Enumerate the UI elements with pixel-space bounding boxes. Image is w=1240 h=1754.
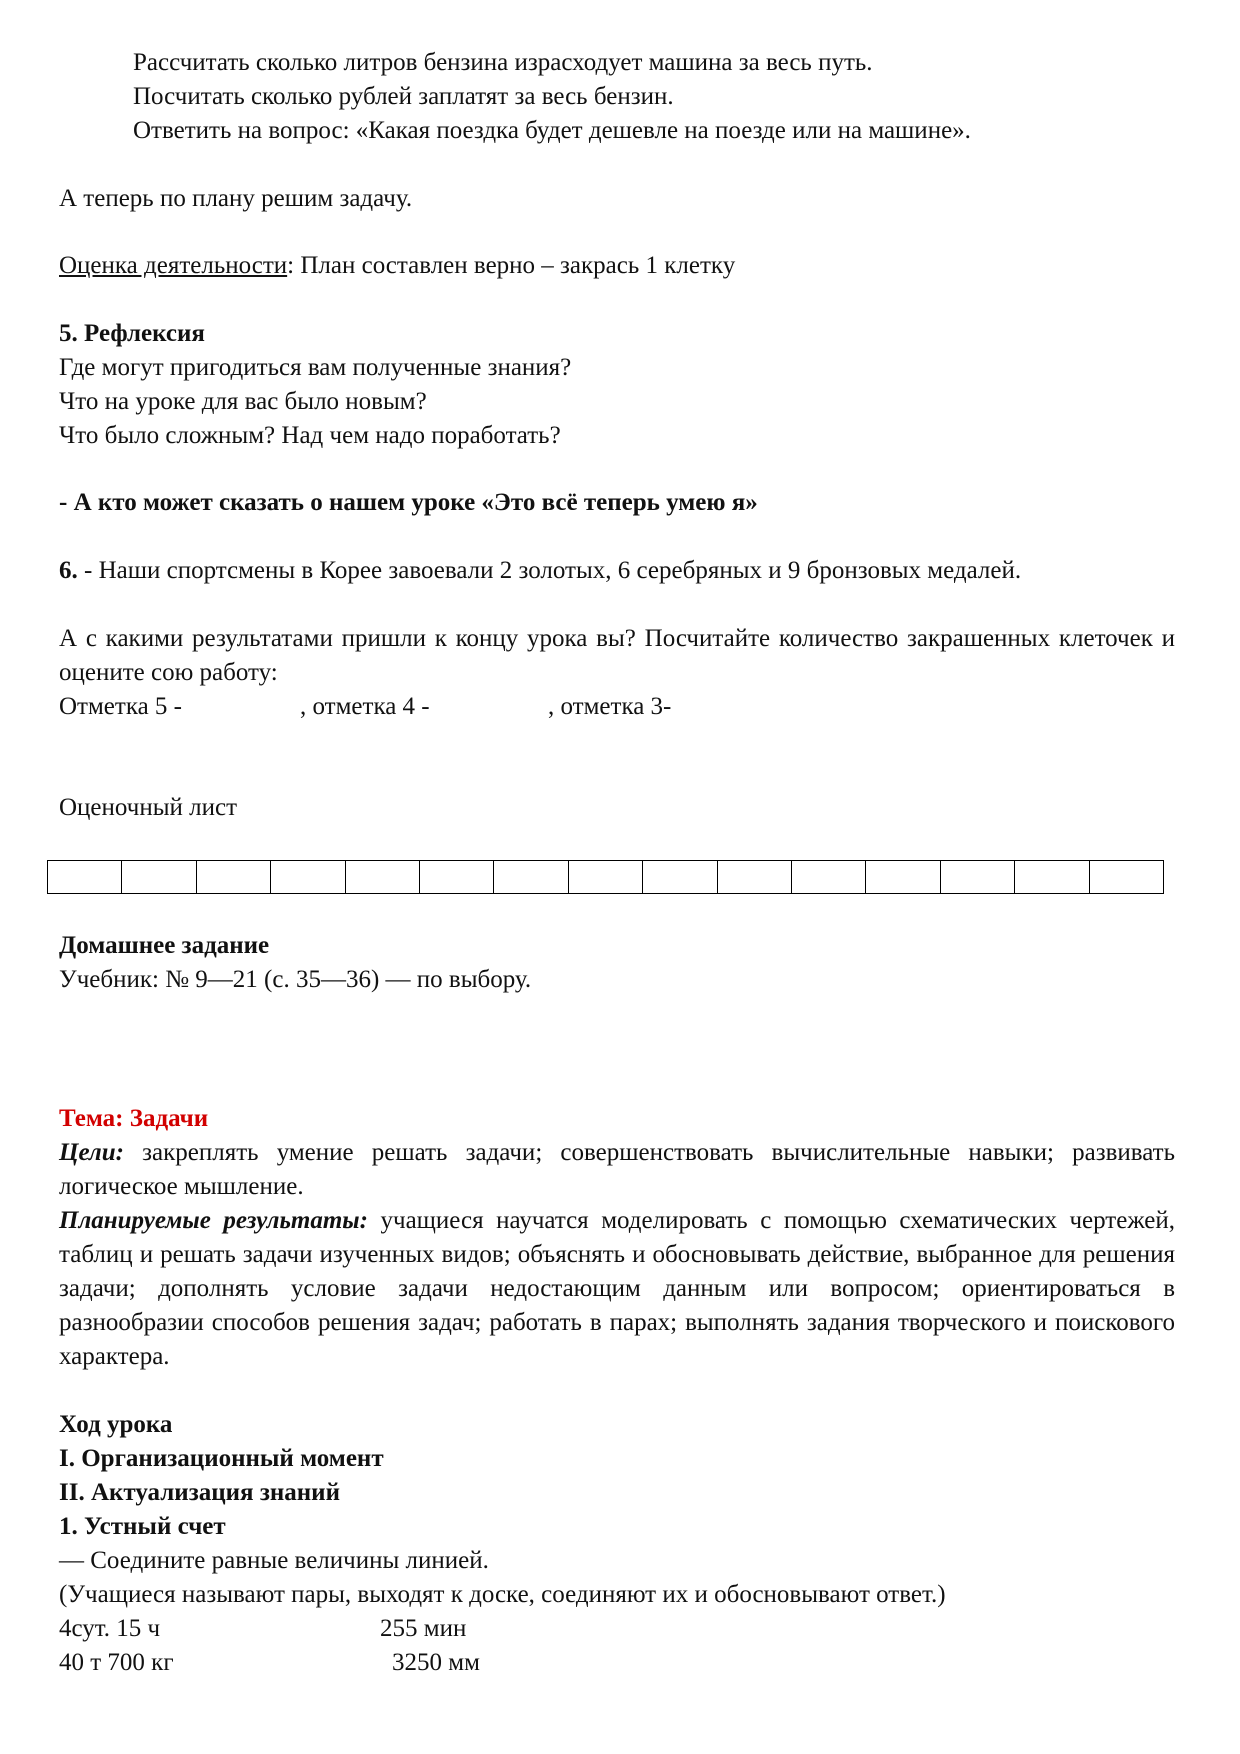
step6-question: А с какими результатами пришли к концу урока вы? Посчитайте количество закрашенных клеточек и оцените сою работу: (59, 625, 1175, 686)
score-cell (271, 861, 345, 893)
mark-5: Отметка 5 - (59, 693, 183, 720)
goals-text: закреплять умение решать задачи; совершенствовать вычислительные навыки; развивать логическое мышление. (59, 1139, 1175, 1200)
plan-item-fuel: Рассчитать сколько литров бензина израсходует машина за весь путь. (133, 49, 873, 76)
pair-right: 3250 мм (392, 1649, 480, 1676)
score-cell (197, 861, 271, 893)
step6-paragraph (59, 554, 1175, 588)
pair-right: 255 мин (380, 1615, 467, 1642)
goals-paragraph (59, 1136, 1175, 1204)
pair-left: 40 т 700 кг (59, 1649, 174, 1676)
course-heading: Ход урока (59, 1411, 173, 1438)
assessment-label: Оценка деятельности (59, 252, 288, 279)
score-cell (420, 861, 494, 893)
score-cell (122, 861, 196, 893)
homework-text: Учебник: № 9—21 (с. 35—36) — по выбору. (59, 966, 532, 993)
subsection-oral-count: 1. Устный счет (59, 1513, 226, 1540)
goals-label: Цели: (59, 1139, 124, 1166)
step6-text: - Наши спортсмены в Корее завоевали 2 золотых, 6 серебряных и 9 бронзовых медалей. (77, 557, 1022, 584)
pair-left: 4сут. 15 ч (59, 1615, 161, 1642)
results-text: учащиеся научатся моделировать с помощью схематических чертежей, таблиц и решать задачи изученных видов; объяснять и обосновывать действие, выбранное для решения задачи; дополнять условие задачи недостающим данным или вопросом; ориентироваться в разнообразии способов решения задач; работать в парах; выполнять задания творческого и поискового характера. (59, 1207, 1176, 1370)
section-actualization: II. Актуализация знаний (59, 1479, 340, 1506)
score-cell (48, 861, 122, 893)
score-cell (346, 861, 420, 893)
score-cell (1015, 861, 1089, 893)
mark-3: , отметка 3- (548, 693, 672, 720)
score-cell (941, 861, 1015, 893)
plan-item-cost: Посчитать сколько рублей заплатят за весь бензин. (133, 83, 674, 110)
reflection-heading: 5. Рефлексия (59, 320, 205, 347)
assessment-line (59, 249, 735, 283)
score-cell (718, 861, 792, 893)
reflection-question-1: Где могут пригодиться вам полученные знания? (59, 354, 572, 381)
step6-number: 6. (59, 557, 78, 584)
task-connect: — Соедините равные величины линией. (59, 1547, 489, 1574)
lesson-topic: Тема: Задачи (59, 1105, 209, 1132)
plan-item-answer: Ответить на вопрос: «Какая поездка будет дешевле на поезде или на машине». (133, 117, 971, 144)
score-sheet-grid (47, 860, 1164, 894)
score-cell (1090, 861, 1163, 893)
score-cell (866, 861, 940, 893)
score-cell (643, 861, 717, 893)
homework-heading: Домашнее задание (59, 932, 270, 959)
task-note: (Учащиеся называют пары, выходят к доске, соединяют их и обосновывают ответ.) (59, 1581, 946, 1608)
reflection-question-3: Что было сложным? Над чем надо поработать? (59, 422, 561, 449)
section-organizational: I. Организационный момент (59, 1445, 384, 1472)
score-sheet-title: Оценочный лист (59, 794, 238, 821)
solve-intro: А теперь по плану решим задачу. (59, 185, 413, 212)
score-cell (494, 861, 568, 893)
score-cell (569, 861, 643, 893)
assessment-text: : План составлен верно – закрась 1 клетку (287, 252, 736, 279)
results-label: Планируемые результаты: (59, 1207, 368, 1234)
mark-4: , отметка 4 - (300, 693, 430, 720)
who-can-say: - А кто может сказать о нашем уроке «Это всё теперь умею я» (59, 489, 758, 516)
score-cell (792, 861, 866, 893)
results-paragraph (59, 1204, 1175, 1374)
reflection-question-2: Что на уроке для вас было новым? (59, 388, 427, 415)
